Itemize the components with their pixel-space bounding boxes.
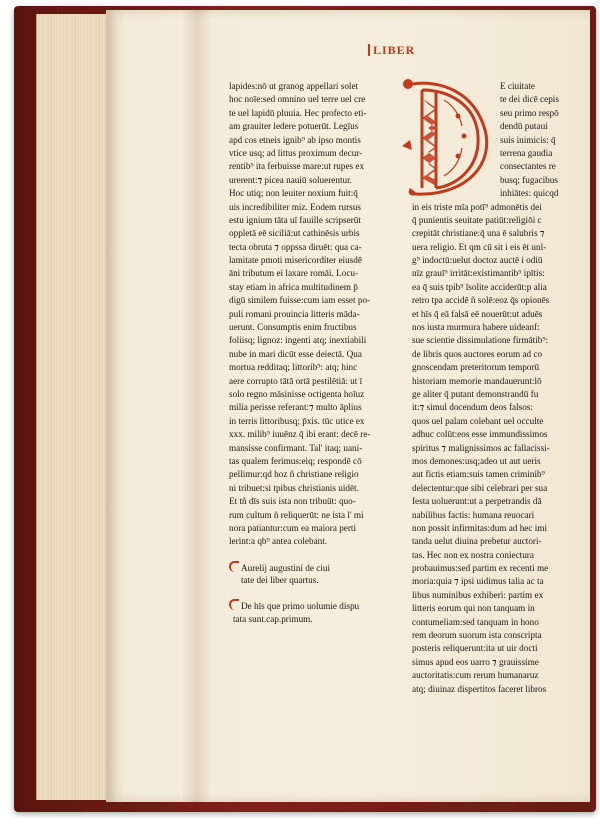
text-line: apd cos etneis ignib⁹ ab ipso montis: [229, 134, 361, 145]
text-line: lerint:a qb⁹ antea colebant.: [229, 536, 328, 547]
text-line: rentib⁹ ita ferbuisse mare:ut rupes ex: [229, 161, 365, 172]
rubric-line: De hīs que primo uolumie dispu: [241, 601, 360, 612]
text-line: de libris quos auctores eorum ad co: [412, 348, 543, 359]
text-line: spiritus ⁊ malignissimos ac fallacissi-: [412, 442, 550, 453]
text-line: nīz grauī⁹ irritāt:existimantib⁹ ipītis:: [412, 268, 545, 279]
indented-opening: [412, 80, 592, 201]
text-line: mos demones:usq;adeo ut aut ueris: [412, 455, 541, 466]
text-line: mortua redditaq; littorib⁹: atq; hinc: [229, 362, 358, 373]
text-line: busq; fugacibus: [500, 174, 558, 185]
text-line: āni tributum ei laxare romāi. Locu-: [229, 268, 359, 279]
text-line: seu primo respō: [500, 107, 559, 118]
text-line: gnoscendam preteritorum temporū: [412, 362, 540, 373]
text-line: te uel lapidū pluuia. Hec profecto eti-: [229, 107, 367, 118]
text-line: suis inimicis: q̄: [500, 134, 556, 145]
text-line: crepitāt christiane:q̄ una ē salubris ⁊: [412, 228, 545, 239]
text-line: tas. Hec non ex nostra coniectura: [412, 549, 534, 560]
text-line: quos uel palam colebant uel occulte: [412, 415, 544, 426]
text-line: g⁹ indoctū:uelut doctoz auctē i odiū: [412, 255, 543, 266]
text-line: retro tpa accidē ñ solē:eoz q̄s opionēs: [412, 295, 550, 306]
text-line: uera religio. Et qm cū sit i eis ēt unl-: [412, 241, 547, 252]
text-line: posteris reliquerunt:ita ut uir docti: [412, 643, 538, 654]
text-line: consectantes re: [500, 161, 556, 172]
text-line: pellimur:qd hoz ñ christiane religio: [229, 469, 359, 480]
running-title: LIBER: [373, 43, 416, 57]
text-line: adhuc colūt:eos esse immundissimos: [412, 429, 548, 440]
text-line: non possit infirmitas:dum ad hec imi: [412, 522, 547, 533]
text-line: rem deorum suorum ista conscripta: [412, 630, 542, 641]
text-line: ni tribuet:si tpibus christianis uidēt.: [229, 482, 359, 493]
text-line: delectentur:que sibi celebrari per sua: [412, 482, 548, 493]
text-line: rum cultum ñ reliquerūt: ne ista l' mi: [229, 509, 364, 520]
text-line: moria:quia ⁊ ipsi uidimus talia ac ta: [412, 576, 544, 587]
text-line: nube in mari dicūt esse deiectā. Qua: [229, 348, 362, 359]
text-line: urerent:⁊ picea nauiū soluerentur.: [229, 174, 352, 185]
text-line: in eis triste mīa potī⁹ admonētis dei: [412, 201, 542, 212]
rubric-book-title: [229, 561, 414, 588]
text-line: lapides:nō ut granog appellari solet: [229, 81, 359, 91]
rubric-line: tate dei liber quartus.: [241, 575, 319, 586]
text-line: terrena gaudia: [500, 147, 553, 158]
text-line: dendū putaui: [500, 121, 548, 132]
rubric-line: tata sunt.cap.primum.: [233, 613, 313, 624]
text-line: tecta obruta ⁊ oppssa diruēt: qua ca-: [229, 241, 362, 252]
text-line: uerunt. Consumptis enim fructibus: [229, 322, 357, 333]
text-line: et hīs q̄ eā falsā eē nouerūt:ut aduēs: [412, 308, 543, 319]
text-line: probauimus:sed partim ex recenti me: [412, 563, 549, 574]
text-line: te dei dicē cepis: [500, 94, 559, 105]
text-line: estu ignium tāta uī fauille scripserūt: [229, 214, 361, 225]
text-line: aut fictis etiam:suis tamen criminib⁹: [412, 469, 545, 480]
text-line: libus numinibus exhiberi: partim ex: [412, 589, 544, 600]
text-line: it:⁊ simul docendum deos falsos:: [412, 402, 533, 413]
text-line: nora patiantur:cum ea maiora perti: [229, 522, 357, 533]
text-line: nabilibus factis: humana reuocari: [412, 509, 535, 520]
text-line: uis incredibiliter miz. Eodem rursus: [229, 201, 361, 212]
text-line: contumeliam:sed tanquam in hono: [412, 616, 539, 627]
text-line: puli romani prouincia litteris māda-: [229, 308, 360, 319]
text-line: ea q̄ suis tpib⁹ īsolite acciderūt:p alia: [412, 281, 547, 292]
text-line: stay etiam in africa multitudinem p̄: [229, 281, 358, 292]
text-line: nos iusta murmura habere uideanf:: [412, 322, 540, 333]
text-line: digū similem fuisse:cum iam esset po-: [229, 295, 371, 306]
text-line: ge aliter q̄ putant demonstrandū fu: [412, 388, 539, 399]
rubric-mark-icon: [229, 561, 239, 572]
text-line: in terris littoribusq; p̄xis. tūc utice ex: [229, 415, 365, 426]
paragraph-mark-icon: [368, 44, 370, 56]
text-line: lamitate pmoti misericorditer eiusdē: [229, 255, 362, 266]
text-line: xxx. milib⁹ iuuēnz q̄ ibi erant: decē re-: [229, 429, 371, 440]
text-line: litteris eorum qui non tanquam in: [412, 603, 535, 614]
rubric-mark-icon: [229, 599, 239, 610]
text-line: tanda uelut diuina prebetur auctori-: [412, 536, 542, 547]
text-line: tas qualem ferimus:eiq; respondē cō: [229, 455, 362, 466]
text-line: aere corrupto tātā ortā pestilētiā: ut ī: [229, 375, 363, 386]
text-line: inhiātes: quicqd: [500, 188, 559, 199]
text-line: Et tñ dīs suis ista non tribuūt: quo-: [229, 496, 356, 507]
text-line: auctoritatis:cum rerum humanaruz: [412, 670, 539, 681]
running-header: [368, 43, 415, 58]
text-line: milia perisse referant:⁊ multo āplius: [229, 402, 362, 413]
text-line: am grauiter ledere potuerūt. Legīus: [229, 121, 359, 132]
text-line: q̄ punientis seuitate patiūt:religiōi c: [412, 214, 542, 225]
page-edges: [36, 14, 109, 800]
rubric-chapter-title: [229, 599, 414, 626]
text-line: E ciuitate: [500, 81, 535, 91]
text-line: sue scientie dissimulatione firmātib⁹:: [412, 335, 549, 346]
text-line: hoc noīe:sed omnino uel terre uel cre: [229, 94, 366, 105]
page-crease: [182, 10, 212, 802]
rubric-line: Aurelij augustini de ciui: [241, 562, 331, 573]
text-line: simus apud eos uarro ⁊ grauissime: [412, 656, 539, 667]
left-column: [229, 80, 414, 626]
text-line: festa uoluerunt:ut a perpetrandis dā: [412, 496, 542, 507]
text-line: vtice usq; ad littus proximum decur-: [229, 147, 363, 158]
text-line: mansisse confirmant. Tal' itaq; uani-: [229, 442, 363, 453]
text-line: foliisq; lignoz: ingenti atq; inextiabili: [229, 335, 367, 346]
text-line: solo regno māsinisse octigenta hoīuz: [229, 388, 365, 399]
text-line: oppletā eē siciliā:ut cathinēsis urbis: [229, 228, 360, 239]
text-line: atq; diuinaz dispertitos faceret libros: [412, 683, 547, 694]
text-line: Hoc utiq; non leuiter noxium fuit:q̄: [229, 188, 358, 199]
right-column: [412, 80, 592, 696]
text-line: historiam memorie mandauerunt:lō: [412, 375, 542, 386]
